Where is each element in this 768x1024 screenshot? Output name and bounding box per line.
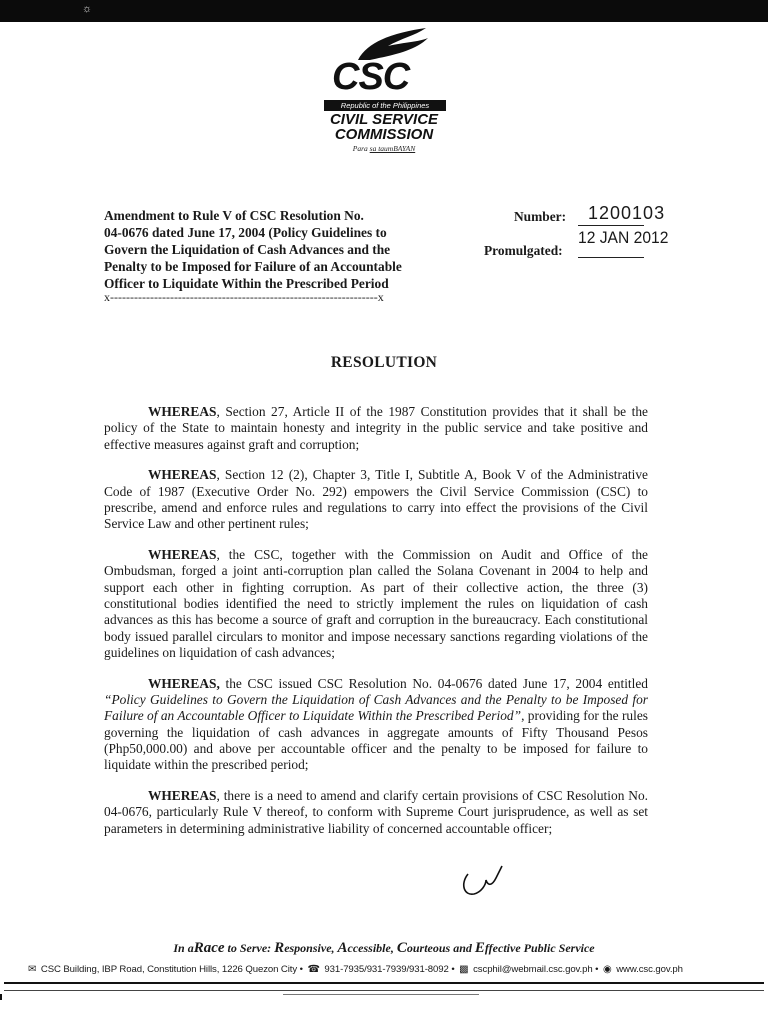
globe-icon: ◉	[602, 964, 612, 975]
subject-line: 04-0676 dated June 17, 2004 (Policy Guidelines to	[104, 225, 387, 240]
computer-icon: ▩	[459, 964, 469, 975]
subject-line: Amendment to Rule V of CSC Resolution No.	[104, 208, 364, 223]
footer-contact: ✉ CSC Building, IBP Road, Constitution Hills, 1226 Quezon City • ☎ 931-7935/931-7939/931-8092 • ▩ cscphil@webmail.csc.gov.ph • ◉ www.csc.gov.ph	[28, 964, 683, 975]
scan-top-bar	[0, 0, 768, 22]
footer-motto: In aRace to Serve: Responsive, Accessible, Courteous and Effective Public Service	[173, 940, 595, 956]
phone-icon: ☎	[307, 964, 320, 975]
resolution-body	[104, 404, 648, 851]
footer-website: www.csc.gov.ph	[616, 964, 683, 975]
whereas-paragraph: WHEREAS, there is a need to amend and clarify certain provisions of CSC Resolution No. 04-0676, particularly Rule V thereof, to conform with Supreme Court jurisprudence, as well as set parameters in determining administrative liability of concerned accountable officer;	[104, 787, 648, 836]
whereas-paragraph: WHEREAS, the CSC, together with the Commission on Audit and Office of the Ombudsman, forged a joint anti-corruption plan called the Solana Covenant in 2004 to help and support each other in fighting corruption. As part of their collective action, the three (3) constitutional bodies identified the need to strictly implement the rules on liquidation of cash advances as this has become a source of graft and corruption in the bureaucracy. Each constitutional body issued parallel circulars to monitor and impose necessary sanctions regarding violations of the guidelines on liquidation of cash advances;	[104, 547, 648, 660]
footer-rule	[4, 982, 764, 984]
logo-name-line1: CIVIL SERVICE	[329, 111, 439, 128]
whereas-paragraph: WHEREAS, Section 27, Article II of the 1987 Constitution provides that it shall be the policy of the State to maintain honesty and integrity in the public service and take positive and effective measures against graft and corruption;	[104, 404, 648, 452]
promulgated-label: Promulgated:	[484, 243, 563, 258]
logo-name-line2: COMMISSION	[334, 126, 434, 143]
number-underline	[578, 225, 644, 226]
resolution-subject	[104, 207, 454, 292]
subject-line: Penalty to be Imposed for Failure of an Accountable	[104, 259, 402, 274]
footer-email: cscphil@webmail.csc.gov.ph	[473, 964, 593, 975]
footer-address: CSC Building, IBP Road, Constitution Hills, 1226 Quezon City	[40, 964, 298, 975]
scan-line	[283, 994, 479, 995]
whereas-paragraph: WHEREAS, the CSC issued CSC Resolution No. 04-0676 dated June 17, 2004 entitled “Policy Guidelines to Govern the Liquidation of Cash Advances and the Penalty to be Imposed for Failure of an Accountable Officer to Liquidate Within the Prescribed Period”, providing for the rules governing the liquidation of cash advances in aggregate amounts of Fifty Thousand Pesos (Php50,000.00) and above per accountable officer and the penalty to be imposed for failure to liquidate within the prescribed period;	[104, 675, 649, 773]
scan-corner-mark	[0, 994, 8, 1000]
corner-mark: ☼	[82, 3, 93, 15]
logo-motto: Para sa taumBAYAN	[352, 144, 416, 153]
mail-icon: ✉	[28, 964, 37, 975]
subject-line: Officer to Liquidate Within the Prescribed Period	[104, 276, 389, 291]
logo-republic: Republic of the Philippines	[324, 100, 446, 111]
promulgated-underline	[578, 257, 644, 258]
handwritten-initial	[456, 862, 506, 902]
csc-logo	[318, 26, 448, 156]
number-label: Number:	[514, 209, 567, 224]
whereas-paragraph: WHEREAS, Section 12 (2), Chapter 3, Title I, Subtitle A, Book V of the Administrative Code of 1987 (Executive Order No. 292) empowers the Civil Service Commission (CSC) to prescribe, amend and enforce rules and regulations to carry into effect the provisions of the Civil Service Law and other pertinent rules;	[104, 467, 648, 532]
subject-line: Govern the Liquidation of Cash Advances and the	[104, 242, 391, 257]
footer-rule	[4, 990, 764, 991]
page-title: RESOLUTION	[330, 354, 438, 371]
subject-separator: x-------------------------------------------------------------------x	[104, 290, 384, 304]
footer-phone: 931-7935/931-7939/931-8092	[324, 964, 449, 975]
number-value: 1200103	[588, 203, 666, 223]
promulgated-date-stamp: 12 JAN 2012	[578, 228, 669, 247]
logo-abbr: CSC	[332, 56, 410, 98]
